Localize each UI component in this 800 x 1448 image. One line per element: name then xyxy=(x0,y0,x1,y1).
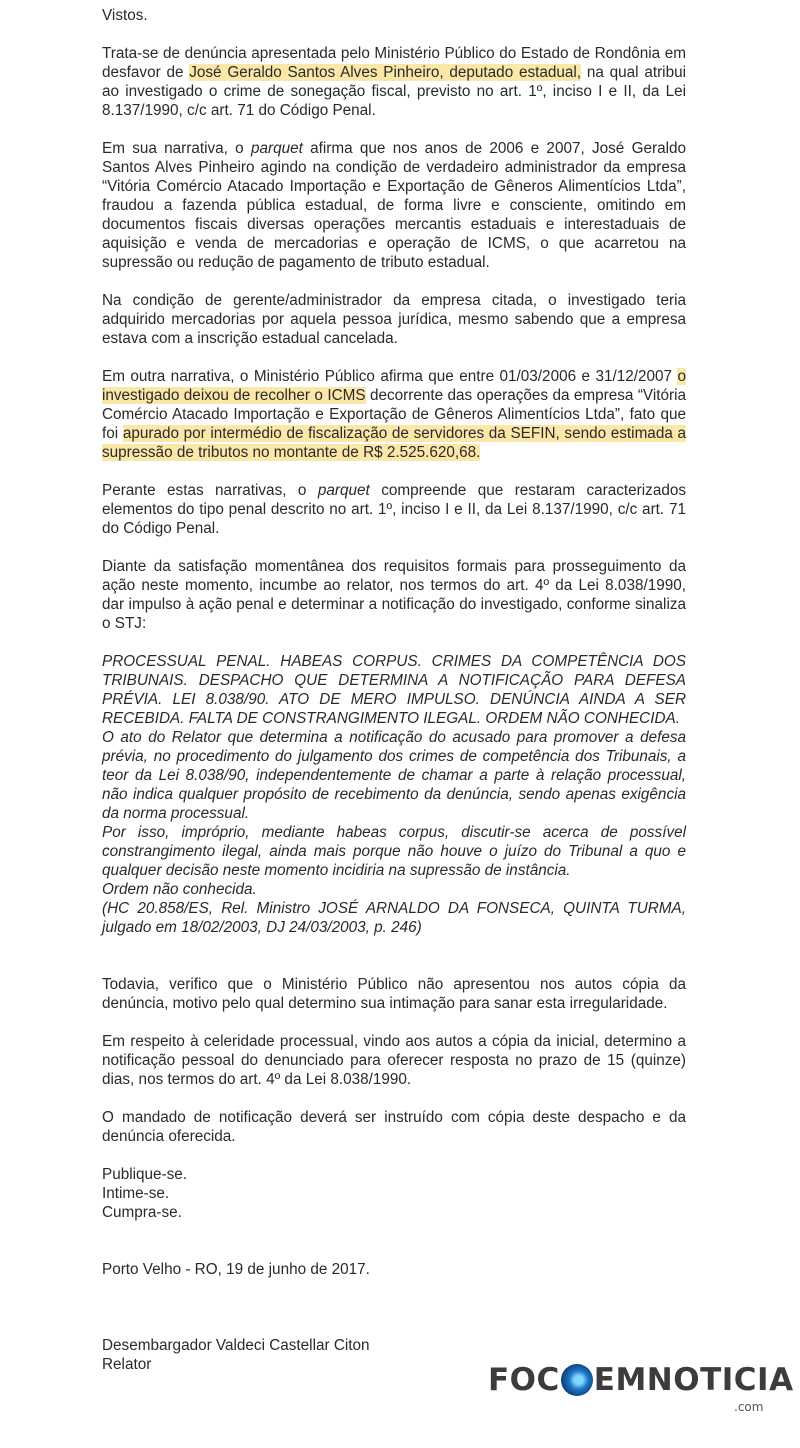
quote-body-1: O ato do Relator que determina a notificação do acusado para promover a defesa prévia, no procedimento do julgamento dos crimes de competência dos Tribunais, a teor da Lei 8.038/90, independentemente de chamar a parte à relação processual, não indica qualquer propósito de recebimento da denúncia, sendo apenas exigência da norma processual. xyxy=(102,729,686,822)
paragraph-warrant: O mandado de notificação deverá ser instruído com cópia deste despacho e da denúncia oferecida. xyxy=(102,1109,686,1145)
signature-name: Desembargador Valdeci Castellar Citon xyxy=(102,1337,370,1354)
icms-text-middle: decorrente das operações da empresa “Vitória Comércio Atacado Importação e Exportação de Gêneros Alimentícios Ltda”, fato que foi xyxy=(102,387,687,442)
paragraph-icms xyxy=(102,367,686,462)
paragraph-notification: Em respeito à celeridade processual, vindo aos autos a cópia da inicial, determino a notificação pessoal do denunciado para oferecer resposta no prazo de 15 (quinze) dias, nos termos do art. 4º da Lei 8.038/1990. xyxy=(102,1033,686,1088)
parquet-term: parquet xyxy=(317,482,370,499)
conclusion-text-end: compreende que restaram caracterizados elementos do tipo penal descrito no art. 1º, inciso I e II, da Lei 8.137/1990, c/c art. 71 do Código Penal. xyxy=(102,482,686,537)
logo-suffix: .com xyxy=(734,1400,764,1414)
paragraph-complaint xyxy=(102,44,686,120)
icms-text-start: Em outra narrativa, o Ministério Público afirma que entre 01/03/2006 e 31/12/2007 xyxy=(102,368,678,385)
parquet-term: parquet xyxy=(250,140,303,157)
conclusion-text-start: Perante estas narrativas, o xyxy=(102,482,318,499)
closing-comply: Cumpra-se. xyxy=(102,1204,182,1221)
narrative-text-end: afirma que nos anos de 2006 e 2007, José Geraldo Santos Alves Pinheiro agindo na condição de verdadeiro administrador da empresa “Vitória Comércio Atacado Importação e Exportação de Gêneros Alimentícios Ltda”, fraudou a fazenda pública estadual, de forma livre e consciente, omitindo em documentos fiscais diversas operações mercantis estaduais e interestaduais de aquisição e venda de mercadorias e operação de ICMS, o que acarretou na supressão ou redução de pagamento de tributo estadual. xyxy=(102,140,686,271)
globe-icon xyxy=(561,1364,593,1396)
narrative-text-start: Em sua narrativa, o xyxy=(102,140,251,157)
paragraph-missing-copy: Todavia, verifico que o Ministério Público não apresentou nos autos cópia da denúncia, motivo pelo qual determino sua intimação para sanar esta irregularidade. xyxy=(102,976,686,1012)
complaint-text-start: Trata-se de denúncia apresentada pelo Ministério Público do Estado de Rondônia em desfavor de xyxy=(102,45,686,81)
paragraph-requirements: Diante da satisfação momentânea dos requisitos formais para prosseguimento da ação neste momento, incumbe ao relator, nos termos do art. 4º da Lei 8.038/1990, dar impulso à ação penal e determinar a notificação do investigado, conforme sinaliza o STJ: xyxy=(102,558,686,632)
closing-publish: Publique-se. xyxy=(102,1166,188,1183)
paragraph-conclusion xyxy=(102,481,686,538)
salutation: Vistos. xyxy=(102,7,148,24)
decision-document xyxy=(102,6,686,1374)
closing-orders xyxy=(102,1165,686,1222)
complaint-text-end: na qual atribui ao investigado o crime de sonegação fiscal, previsto no art. 1º, inciso I e II, da Lei 8.137/1990, c/c art. 71 do Código Penal. xyxy=(102,64,686,119)
signature-role: Relator xyxy=(102,1356,152,1373)
logo-text-left: FOC xyxy=(488,1361,560,1398)
logo-text-right: EMNOTICIA xyxy=(593,1361,794,1398)
paragraph-manager: Na condição de gerente/administrador da empresa citada, o investigado teria adquirido mercadorias por aquela pessoa jurídica, mesmo sabendo que a empresa estava com a inscrição estadual cancelada. xyxy=(102,292,686,347)
closing-notify: Intime-se. xyxy=(102,1185,170,1202)
quote-body-3: Ordem não conhecida. xyxy=(102,881,257,898)
highlight-sefin-amount: apurado por intermédio de fiscalização de servidores da SEFIN, sendo estimada a supressão de tributos no montante de R$ 2.525.620,68. xyxy=(102,425,686,461)
quote-body-2: Por isso, impróprio, mediante habeas corpus, discutir-se acerca de possível constrangimento ilegal, ainda mais porque não houve o juízo do Tribunal a quo e qualquer decisão neste momento incidiria na supressão de instância. xyxy=(102,824,686,879)
jurisprudence-quote xyxy=(102,652,686,937)
place-date: Porto Velho - RO, 19 de junho de 2017. xyxy=(102,1261,370,1278)
quote-heading: PROCESSUAL PENAL. HABEAS CORPUS. CRIMES DA COMPETÊNCIA DOS TRIBUNAIS. DESPACHO QUE DETERMINA A NOTIFICAÇÃO PARA DEFESA PRÉVIA. LEI 8.038/90. ATO DE MERO IMPULSO. DENÚNCIA AINDA A SER RECEBIDA. FALTA DE CONSTRANGIMENTO ILEGAL. ORDEM NÃO CONHECIDA. xyxy=(102,653,686,727)
highlight-defendant: José Geraldo Santos Alves Pinheiro, deputado estadual, xyxy=(189,64,582,81)
quote-citation: (HC 20.858/ES, Rel. Ministro JOSÉ ARNALDO DA FONSECA, QUINTA TURMA, julgado em 18/02/2003, DJ 24/03/2003, p. 246) xyxy=(102,900,686,936)
paragraph-narrative xyxy=(102,139,686,272)
highlight-icms: o investigado deixou de recolher o ICMS xyxy=(102,368,686,404)
watermark-logo xyxy=(488,1361,794,1398)
